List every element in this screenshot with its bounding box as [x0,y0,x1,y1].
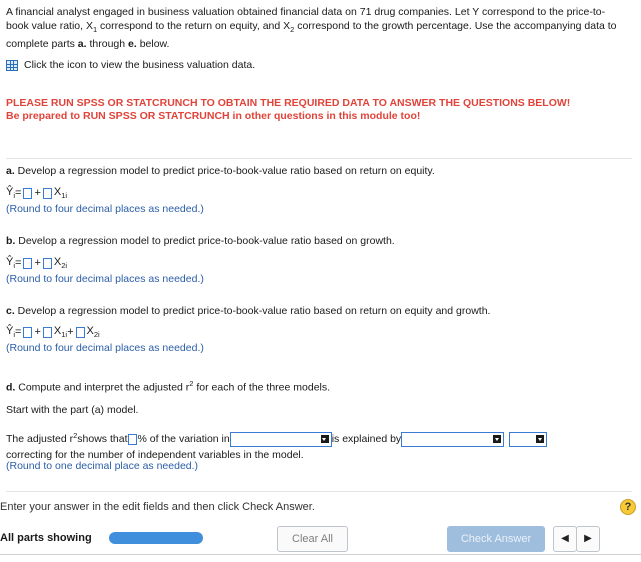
part-b-slope-input[interactable] [43,258,52,269]
part-a-intercept-input[interactable] [23,188,32,199]
right-arrow-icon[interactable]: ▶ [576,526,600,552]
help-icon[interactable]: ? [620,499,636,515]
clear-all-button[interactable]: Clear All [277,526,348,552]
chevron-down-icon [493,435,501,443]
part-a-slope-input[interactable] [43,188,52,199]
part-b-equation: $Ŷ_i$ = + $X_{2i}$ [6,255,68,271]
part-a-equation: $Ŷ_i$ = + $X_{1i}$ [6,185,68,201]
divider [6,491,632,492]
part-d-start: Start with the part (a) model. [6,404,139,416]
grid-table-icon[interactable] [6,60,18,71]
adjusted-r2-percent-input[interactable] [128,434,137,445]
parts-showing-label: All parts showing [0,532,92,544]
part-c-intercept-input[interactable] [23,327,32,338]
part-b-question: b. Develop a regression model to predict price-to-book-value ratio based on growth. [6,235,395,247]
data-link-label: Click the icon to view the business valuation data. [24,59,256,72]
variation-variable-select[interactable] [230,432,332,447]
part-c-question: c. Develop a regression model to predict price-to-book-value ratio based on return on equity and growth. [6,305,491,317]
problem-intro: A financial analyst engaged in business valuation obtained financial data on 71 drug companies. Let Y correspond to the price-to-book value ratio, $X_1$ correspond to the return on equity, and $X_2$ correspond to the growth percentage. Use the accompanying data to complete parts a. through e. below. [6,6,617,51]
part-c-hint: (Round to four decimal places as needed.) [6,342,204,354]
bottom-toolbar [0,524,641,554]
part-d-question: d. Compute and interpret the adjusted $r^2$ for each of the three models. [6,379,331,394]
part-d-sentence: The adjusted r $^2$ shows that % of the variation in is explained by [6,431,547,447]
parts-progress-bar [109,532,203,544]
instruction-text: Enter your answer in the edit fields and then click Check Answer. [0,501,315,513]
part-a-hint: (Round to four decimal places as needed.) [6,203,204,215]
part-b-intercept-input[interactable] [23,258,32,269]
question-content [6,5,626,472]
chevron-down-icon [536,435,544,443]
qualifier-select[interactable] [509,432,547,447]
divider [6,158,632,159]
part-d-hint: (Round to one decimal place as needed.) [6,460,199,472]
part-c-slope2-input[interactable] [76,327,85,338]
explained-by-select[interactable] [401,432,504,447]
spss-warning: PLEASE RUN SPSS OR STATCRUNCH TO OBTAIN THE REQUIRED DATA TO ANSWER THE QUESTIONS BELOW! Be prepared to RUN SPSS OR STATCRUNCH in other questions in this module too! [6,97,571,122]
chevron-down-icon [321,435,329,443]
bottom-divider [0,554,641,555]
check-answer-button[interactable]: Check Answer [447,526,545,552]
part-a-question: a. Develop a regression model to predict price-to-book-value ratio based on return on equity. [6,165,435,177]
part-d-sentence-end: correcting for the number of independent variables in the model. [6,449,304,461]
part-b-hint: (Round to four decimal places as needed.) [6,273,204,285]
data-link[interactable] [6,58,626,72]
part-c-equation: $Ŷ_i$ = + $X_{1i}$ + $X_{2i}$ [6,324,100,340]
left-arrow-icon[interactable]: ◀ [553,526,577,552]
part-c-slope1-input[interactable] [43,327,52,338]
